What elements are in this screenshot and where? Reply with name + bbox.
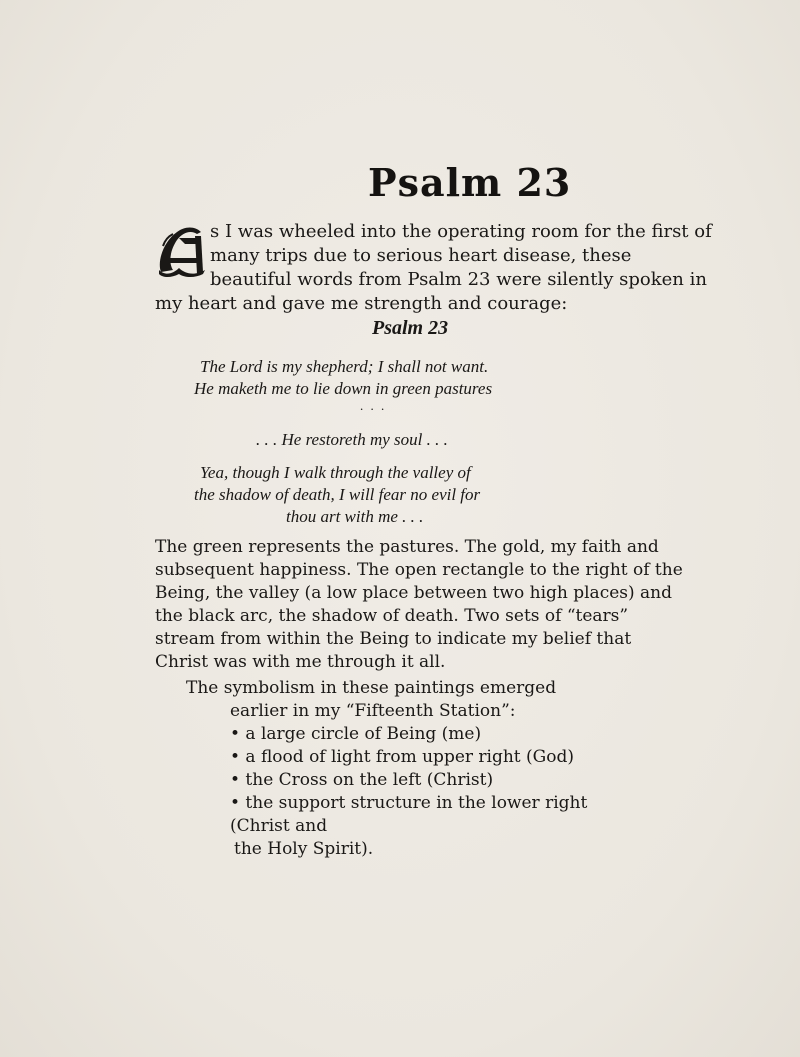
verse-line-4: Yea, though I walk through the valley of [200, 463, 471, 482]
page-title: Psalm 23 [368, 160, 572, 205]
drop-cap-a-ornament [155, 222, 207, 278]
symbolism-item: • a large circle of Being (me) [230, 724, 482, 744]
explanation-line: subsequent happiness. The open rectangle to the right of the [155, 560, 683, 580]
intro-line-2: many trips due to serious heart disease, these [210, 245, 632, 266]
symbolism-lead: The symbolism in these paintings emerged [186, 678, 557, 698]
psalm-heading: Psalm 23 [372, 317, 449, 339]
explanation-line: The green represents the pastures. The gold, my faith and [155, 537, 659, 557]
intro-line-3: beautiful words from Psalm 23 were silently spoken in [210, 269, 707, 290]
verse-line-3: . . . He restoreth my soul . . . [256, 430, 448, 449]
symbolism-item: (Christ and [230, 816, 328, 836]
symbolism-item: • a flood of light from upper right (God) [230, 747, 575, 767]
verse-line-5: the shadow of death, I will fear no evil for [194, 485, 481, 504]
intro-line-1: s I was wheeled into the operating room for the first of [210, 221, 712, 242]
verse-line-2: He maketh me to lie down in green pastures [194, 379, 493, 398]
explanation-line: the black arc, the shadow of death. Two sets of “tears” [155, 606, 629, 626]
symbolism-item: • the Cross on the left (Christ) [230, 770, 494, 790]
symbolism-lead-2: earlier in my “Fifteenth Station”: [230, 701, 516, 721]
symbolism-item: • the support structure in the lower right [230, 793, 588, 813]
verse-line-6: thou art with me . . . [286, 507, 424, 526]
explanation-line: Christ was with me through it all. [155, 652, 446, 672]
intro-line-4: my heart and gave me strength and courage: [155, 293, 568, 314]
explanation-line: stream from within the Being to indicate my belief that [155, 629, 632, 649]
symbolism-item: the Holy Spirit). [234, 839, 374, 859]
verse-line-1: The Lord is my shepherd; I shall not want. [200, 357, 489, 376]
verse-ellipsis: . . . [360, 398, 387, 413]
explanation-line: Being, the valley (a low place between two high places) and [155, 583, 672, 603]
